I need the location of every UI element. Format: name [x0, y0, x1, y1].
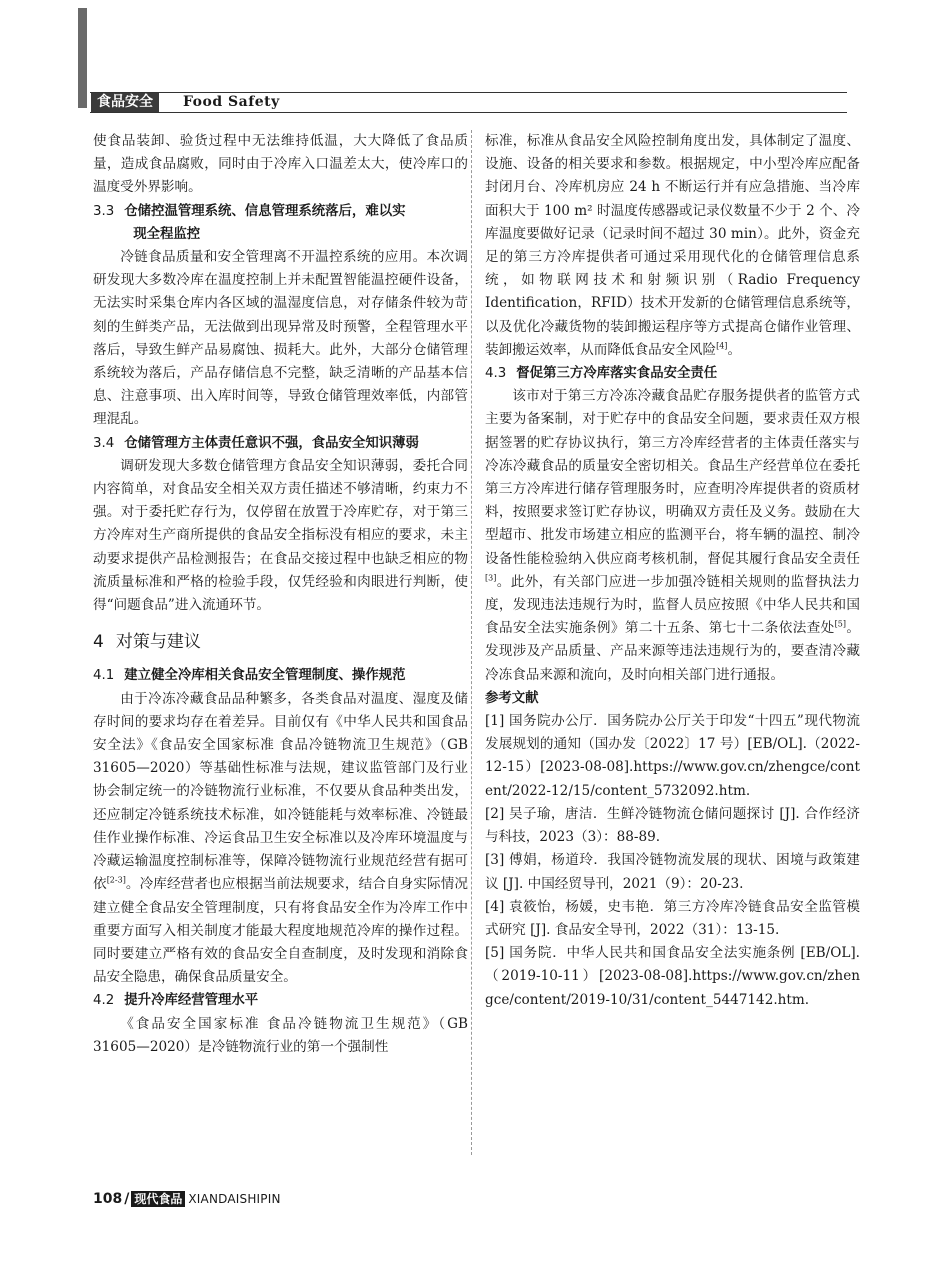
heading-3-3-cont: 现全程监控: [133, 226, 201, 242]
page-edge-bar: [78, 8, 87, 108]
page-footer: [93, 1188, 281, 1208]
references-heading: 参考文献: [485, 690, 539, 706]
heading-number: 4.2: [93, 993, 115, 1009]
heading-number: 4.1: [93, 668, 115, 684]
paragraph-3-3: 冷链食品质量和安全管理离不开温控系统的应用。本次调研发现大多数冷库在温度控制上并未配置智能温控硬件设备，无法实时采集仓库内各区域的温湿度信息，对存储条件较为苛刻的生鲜类产品，无法做到出现异常及时预警，全程管理水平落后，导致生鲜产品易腐蚀、损耗大。此外，大部分仓储管理系统较为落后，产品存储信息不完整，缺乏清晰的产品基本信息、注意事项、出入库时间等，导致仓储管理效率低，内部管理混乱。: [93, 249, 468, 428]
citation: [5]: [834, 619, 847, 629]
heading-text: 提升冷库经营管理水平: [124, 993, 259, 1009]
paragraph-text: 标准，标准从食品安全风险控制角度出发，具体制定了温度、设施、设备的相关要求和参数。根据规定，中小型冷库应配备封闭月台、冷库机房应 24 h 不断运行并有应急措施、当冷库面积大于 100 m² 时温度传感器或记录仪数量不少于 2 个、冷库温度要做好记录（记录时间不超过 30 min）。此外，资金充足的第三方冷库提供者可通过采用现代化的仓储管理信息系统，如物联网技术和射频识别（Radio Frequency Identification，RFID）技术开发新的仓储管理信息系统等，以及优化冷藏货物的装卸搬运程序等方式提高仓储作业管理、装卸搬运效率，从而降低食品安全风险: [485, 133, 860, 358]
section-label-en: Food Safety: [183, 94, 280, 110]
paragraph-text: 。发现涉及产品质量、产品来源等违法违规行为的，要查清冷藏冷冻食品来源和流向，及时向相关部门进行通报。: [485, 620, 861, 683]
magazine-name: 现代食品: [131, 1191, 185, 1207]
column-divider: [471, 130, 472, 1155]
header-rule-bottom: [90, 112, 847, 113]
heading-number: 3.4: [93, 435, 115, 451]
paragraph-text: 。: [727, 341, 742, 358]
heading-text: 督促第三方冷库落实食品安全责任: [516, 366, 718, 382]
reference-item: [5] 国务院．中华人民共和国食品安全法实施条例 [EB/OL].（2019-10-11）[2023-08-08].https://www.gov.cn/zhengce/content/2019-10/31/content_5447142.htm.: [485, 945, 860, 1008]
heading-number: 4: [93, 632, 104, 653]
heading-number: 3.3: [93, 203, 115, 219]
right-column: [485, 130, 860, 1012]
magazine-name-pinyin: XIANDAISHIPIN: [188, 1192, 281, 1206]
heading-4-2: [93, 989, 468, 1012]
paragraph-text: 。冷库经营者也应根据当前法规要求，结合自身实际情况建立健全食品安全管理制度，只有将食品安全作为冷库工作中重要方面写入相关制度才能最大程度地规范冷库的操作过程。同时要建立严格有效的食品安全自查制度，及时发现和消除食品安全隐患，确保食品质量安全。: [93, 876, 468, 986]
heading-4-3: [485, 362, 860, 385]
heading-3-4: [93, 432, 468, 455]
heading-3-3: [93, 200, 468, 223]
reference-item: [4] 袁筱怡，杨媛，史韦艳．第三方冷库冷链食品安全监管模式研究 [J]. 食品安全导刊，2022（31）：13-15.: [485, 898, 860, 938]
paragraph-text: 由于冷冻冷藏食品品种繁多，各类食品对温度、湿度及储存时间的要求均存在着差异。目前仅有《中华人民共和国食品安全法》《食品安全国家标准 食品冷链物流卫生规范》（GB 31605—2020）等基础性标准与法规，建议监管部门及行业协会制定统一的冷链物流行业标准，不仅要从食品种类出发，还应制定冷链系统技术标准，如冷链能耗与效率标准、冷链最佳作业操作标准、冷运食品卫生安全标准以及冷库环境温度与冷藏运输温度控制标准等，保障冷链物流行业规范经营有据可依: [93, 690, 468, 893]
heading-number: 4.3: [485, 366, 507, 382]
citation: [3]: [485, 573, 497, 583]
reference-item: [3] 傅娟，杨道玲．我国冷链物流发展的现状、困境与政策建议 [J]. 中国经贸导刊，2021（9）：20-23.: [485, 852, 860, 892]
paragraph-text: 该市对于第三方冷冻冷藏食品贮存服务提供者的监管方式主要为备案制，对于贮存中的食品安全问题，要求责任双方根据签署的贮存协议执行，第三方冷库经营者的主体责任落实与冷冻冷藏食品的质量安全密切相关。食品生产经营单位在委托第三方冷库进行储存管理服务时，应查明冷库提供者的资质材料，按照要求签订贮存协议，明确双方责任及义务。鼓励在大型超市、批发市场建立相应的监测平台，将车辆的温控、制冷设备性能检验纳入供应商考核机制，督促其履行食品安全责任: [485, 388, 860, 567]
paragraph-intro: 使食品装卸、验货过程中无法维持低温，大大降低了食品质量，造成食品腐败，同时由于冷库入口温差太大，使冷库口的温度受外界影响。: [93, 133, 468, 196]
page-number: 108: [93, 1191, 123, 1207]
footer-slash: /: [124, 1191, 130, 1207]
paragraph-4-2: 《食品安全国家标准 食品冷链物流卫生规范》（GB 31605—2020）是冷链物流行业的第一个强制性: [93, 1015, 468, 1055]
heading-text: 建立健全冷库相关食品安全管理制度、操作规范: [124, 668, 406, 684]
paragraph-4-1: [93, 688, 468, 990]
reference-item: [1] 国务院办公厅．国务院办公厅关于印发“十四五”现代物流发展规划的通知（国办发〔2022〕17 号）[EB/OL].（2022-12-15）[2023-08-08].https://www.gov.cn/zhengce/content/2022-12/15/content_5732092.htm.: [485, 713, 860, 799]
paragraph-text: 。此外，有关部门应进一步加强冷链相关规则的监督执法力度，发现违法违规行为时，监督人员应按照《中华人民共和国食品安全法实施条例》第二十五条、第七十二条依法查处: [485, 573, 860, 637]
paragraph-4-2-cont: [485, 130, 860, 362]
paragraph-4-3: [485, 385, 860, 687]
heading-text: 对策与建议: [115, 632, 201, 653]
heading-text: 仓储控温管理系统、信息管理系统落后，难以实: [124, 203, 406, 219]
paragraph-3-4: 调研发现大多数仓储管理方食品安全知识薄弱，委托合同内容简单，对食品安全相关双方责任描述不够清晰，约束力不强。对于委托贮存行为，仅停留在放置于冷库贮存，对于第三方冷库对生产商所提供的食品安全指标没有相应的要求，未主动要求提供产品检测报告；在食品交接过程中也缺乏相应的物流质量标准和严格的检验手段，仅凭经验和肉眼进行判断，使得“问题食品”进入流通环节。: [93, 457, 468, 614]
section-label: 食品安全: [91, 93, 159, 112]
left-column: [93, 130, 468, 1059]
citation: [2-3]: [106, 875, 126, 885]
reference-item: [2] 吴子瑜，唐洁．生鲜冷链物流仓储问题探讨 [J]. 合作经济与科技，2023（3）：88-89.: [485, 805, 860, 846]
heading-4-1: [93, 664, 468, 687]
heading-text: 仓储管理方主体责任意识不强，食品安全知识薄弱: [124, 435, 419, 451]
citation: [4]: [716, 341, 728, 351]
heading-4: [93, 631, 468, 654]
